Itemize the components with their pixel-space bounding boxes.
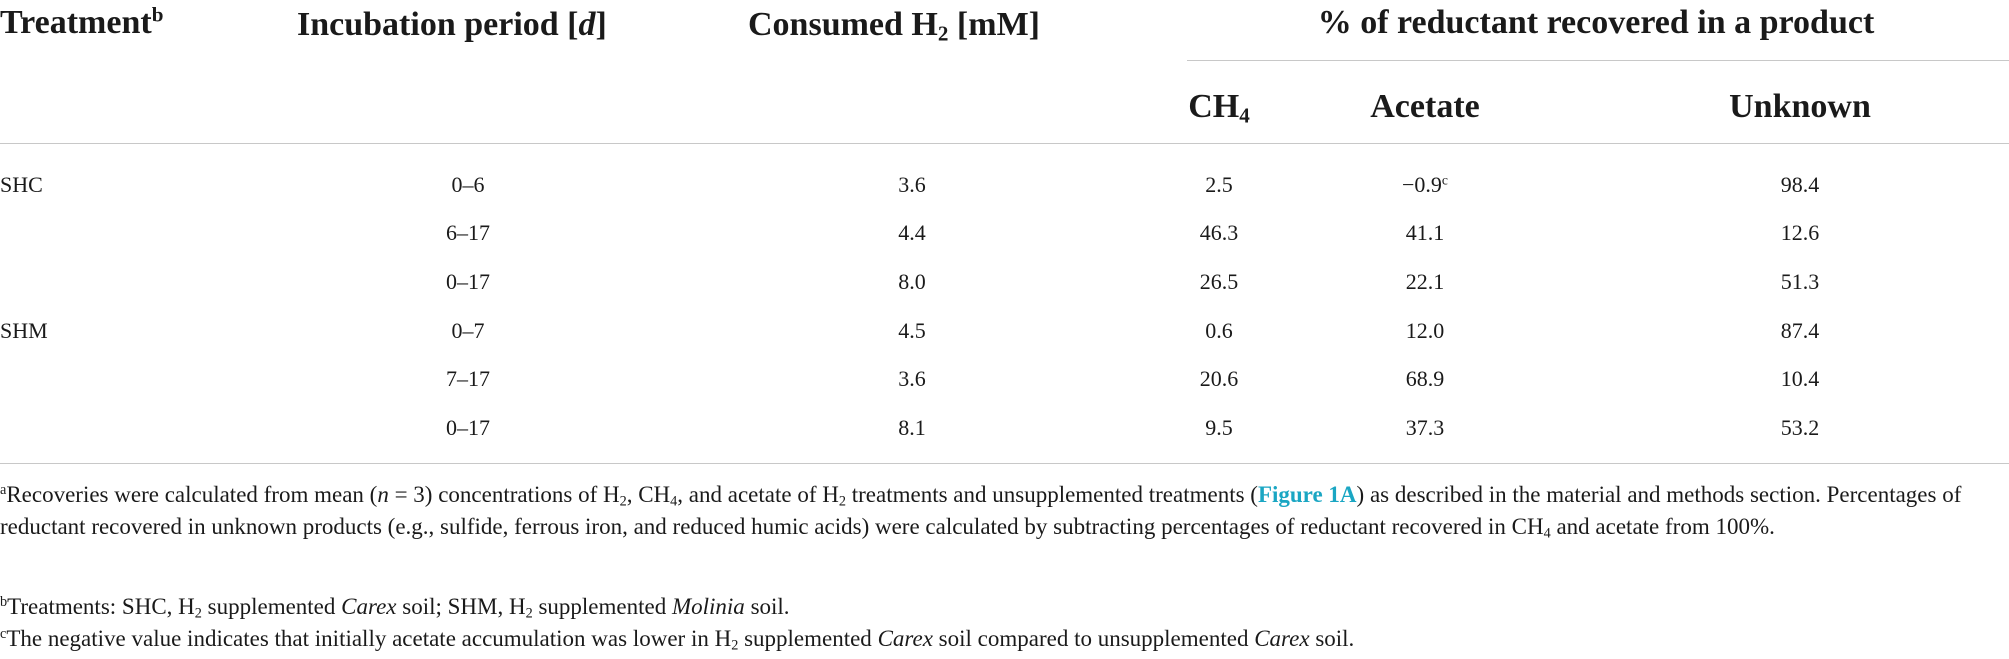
- cell-acetate: 22.1: [1405, 269, 1445, 294]
- cell-unknown: 12.6: [1780, 220, 1820, 245]
- cell-consumed: 4.4: [898, 220, 926, 245]
- header-incubation-period: Incubation period [d]: [297, 6, 607, 43]
- cell-period: 7–17: [446, 366, 490, 391]
- cell-treatment: SHC: [0, 172, 43, 197]
- header-treatment: Treatment$^b$: [0, 2, 164, 41]
- cell-period: 0–6: [451, 172, 485, 197]
- cell-acetate: 68.9: [1405, 366, 1445, 391]
- cell-ch4: 26.5: [1199, 269, 1239, 294]
- cell-consumed: 3.6: [898, 366, 926, 391]
- cell-unknown: 51.3: [1780, 269, 1820, 294]
- cell-period: 6–17: [446, 220, 490, 245]
- cell-unknown: 98.4: [1780, 172, 1820, 197]
- cell-acetate: −0.9$^c$: [1402, 172, 1448, 197]
- group-underline: [1187, 60, 2009, 61]
- cell-ch4: 20.6: [1199, 366, 1239, 391]
- footnote-a: $^a$Recoveries were calculated from mean (n = 3) concentrations of $H_2$, $CH_4$, and acetate of $H_2$ treatments and unsupplemented treatments (Figure 1A) as described in the material and methods section. Percentages of reductant recovered in unknown products (e.g., sulfide, ferrous iron, and reduced humic acids) were calculated by subtracting percentages of reductant recovered in $CH_4$ and acetate from 100%.: [0, 482, 1962, 542]
- cell-consumed: 8.0: [898, 269, 926, 294]
- cell-ch4: 46.3: [1199, 220, 1239, 245]
- header-consumed-h2: Consumed $H_2$ [mM]: [748, 6, 1040, 46]
- cell-period: 0–7: [451, 318, 485, 343]
- table-bottom-rule: [0, 463, 2009, 464]
- cell-unknown: 10.4: [1780, 366, 1820, 391]
- cell-consumed: 4.5: [898, 318, 926, 343]
- header-ch4: $CH_4$: [1188, 88, 1250, 128]
- header-acetate: Acetate: [1370, 88, 1480, 125]
- header-unknown: Unknown: [1729, 88, 1871, 125]
- cell-acetate: 37.3: [1405, 415, 1445, 440]
- footnote-b: $^b$Treatments: SHC, $H_2$ supplemented Carex soil; SHM, $H_2$ supplemented Molinia soil.: [0, 594, 790, 622]
- cell-unknown: 87.4: [1780, 318, 1820, 343]
- cell-consumed: 3.6: [898, 172, 926, 197]
- cell-ch4: 9.5: [1205, 415, 1233, 440]
- cell-acetate: 12.0: [1405, 318, 1445, 343]
- cell-consumed: 8.1: [898, 415, 926, 440]
- figure-link[interactable]: Figure 1A: [1257, 482, 1357, 507]
- cell-period: 0–17: [446, 415, 490, 440]
- cell-unknown: 53.2: [1780, 415, 1820, 440]
- cell-period: 0–17: [446, 269, 490, 294]
- cell-treatment: SHM: [0, 318, 48, 343]
- footnote-c: $^c$The negative value indicates that initially acetate accumulation was lower in $H_2$ supplemented Carex soil compared to unsupplemented Carex soil.: [0, 626, 1355, 654]
- header-reductant-group: % of reductant recovered in a product: [1317, 4, 1875, 41]
- cell-acetate: 41.1: [1405, 220, 1445, 245]
- cell-ch4: 0.6: [1205, 318, 1233, 343]
- header-rule: [0, 143, 2009, 144]
- cell-ch4: 2.5: [1205, 172, 1233, 197]
